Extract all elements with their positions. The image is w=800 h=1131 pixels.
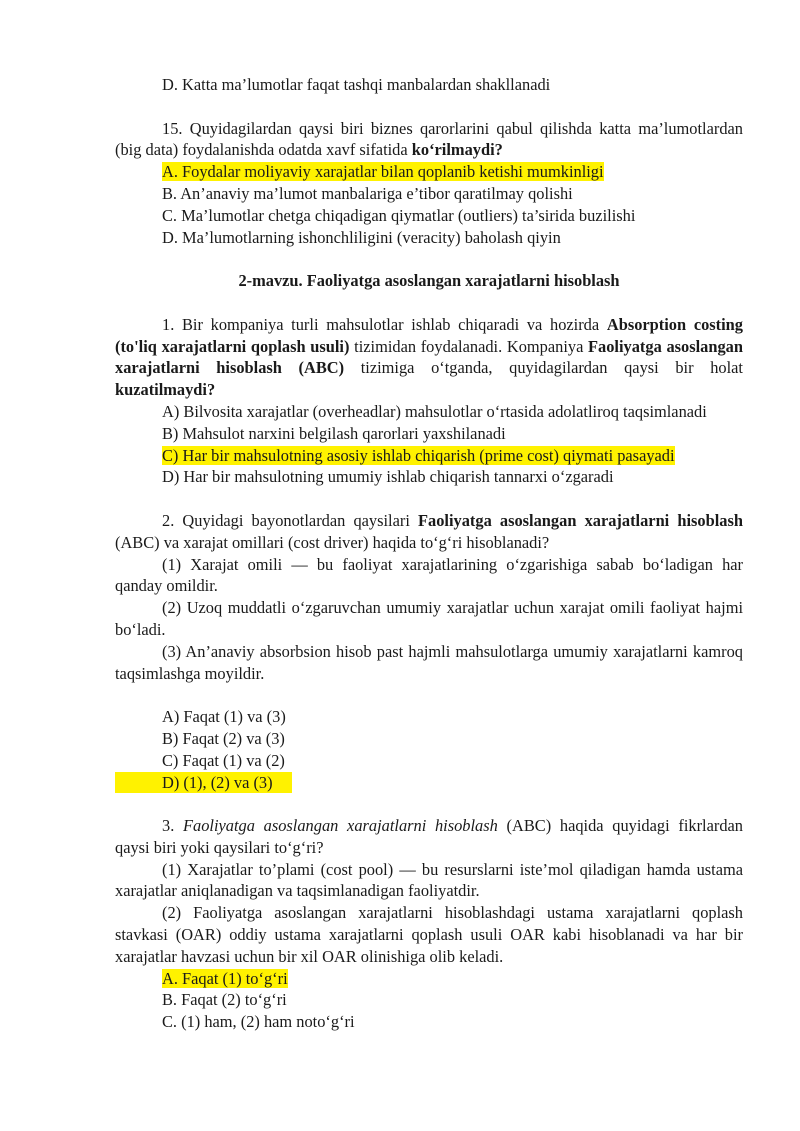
q15-stem — [115, 118, 743, 162]
q1-stem-1: 1. Bir kompaniya turli mahsulotlar ishlab chiqaradi va hozirda — [162, 314, 600, 334]
q15-option-a-text: A. Foydalar moliyaviy xarajatlar bilan qoplanib ketishi mumkinligi — [162, 162, 604, 182]
q1-stem — [115, 314, 743, 401]
q2-option-b: B) Faqat (2) va (3) — [162, 728, 285, 748]
q3-italic-1: Faoliyatga asoslangan xarajatlarni hisoblash — [183, 816, 498, 836]
q2-option-a: A) Faqat (1) va (3) — [162, 707, 286, 727]
q3-stem-2: (ABC) haqida quyidagi fikrlardan qaysi biri yoki qaysilari to‘g‘ri? — [115, 816, 743, 857]
section-title: 2-mavzu. Faoliyatga asoslangan xarajatlarni hisoblash — [238, 271, 620, 291]
q15-stem-bold: ko‘rilmaydi? — [411, 140, 503, 160]
q3-option-b: B. Faqat (2) to‘g‘ri — [162, 990, 287, 1010]
q1-option-b: B) Mahsulot narxini belgilash qarorlari yaxshilanadi — [162, 423, 506, 443]
q1-stem-2: tizimidan foydalanadi. Kompaniya — [349, 336, 584, 356]
q3-stem-1: 3. — [162, 816, 175, 836]
q1-option-d: D) Har bir mahsulotning umumiy ishlab chiqarish tannarxi o‘zgaradi — [162, 467, 614, 487]
q15-option-d: D. Ma’lumotlarning ishonchliligini (veracity) baholash qiyin — [162, 227, 561, 247]
q15-option-c: C. Ma’lumotlar chetga chiqadigan qiymatlar (outliers) ta’sirida buzilishi — [162, 205, 636, 225]
q1-stem-3: tizimiga o‘tganda, quyidagilardan qaysi bir holat — [344, 358, 743, 378]
q2-statement-2: (2) Uzoq muddatli o‘zgaruvchan umumiy xarajatlar uchun xarajat omili faoliyat hajmi bo‘ladi. — [115, 598, 743, 639]
q2-bold-1: Faoliyatga asoslangan xarajatlarni hisoblash — [418, 510, 743, 530]
q3-statement-1: (1) Xarajatlar to’plami (cost pool) — bu resurslarni iste’mol qiladigan hamda ustama xarajatlar aniqlanadigan va taqsimlanadigan faoliyatdir. — [115, 859, 743, 901]
q15-option-a — [115, 161, 743, 183]
q14-option-d: D. Katta ma’lumotlar faqat tashqi manbalardan shakllanadi — [162, 75, 551, 94]
q2-stem-2: (ABC) va xarajat omillari (cost driver) haqida to‘g‘ri hisoblanadi? — [115, 532, 550, 552]
q1-bold-2: Faoliyatga asoslangan xarajatlarni hisoblash (ABC) — [115, 336, 743, 378]
document-page — [115, 74, 743, 1033]
q2-stem — [115, 510, 743, 554]
q3-statement-2: (2) Faoliyatga asoslangan xarajatlarni hisoblashdagi ustama xarajatlarni qoplash stavkasi (OAR) oddiy ustama xarajatlarni qoplash usuli OAR kabi hisoblanadi va har bir xarajatlar havzasi uchun bir xil OAR olinishiga olib keladi. — [115, 903, 743, 966]
q2-option-d-text: D) (1), (2) va (3) — [115, 772, 292, 794]
q15-option-b: B. An’anaviy ma’lumot manbalariga e’tibor qaratilmay qolishi — [162, 183, 573, 203]
q3-stem — [115, 815, 743, 859]
q1-option-c-text: C) Har bir mahsulotning asosiy ishlab chiqarish (prime cost) qiymati pasayadi — [162, 445, 675, 465]
q2-stem-1: 2. Quyidagi bayonotlardan qaysilari — [162, 510, 410, 530]
q2-option-d — [115, 772, 743, 794]
q1-option-a: A) Bilvosita xarajatlar (overheadlar) mahsulotlar o‘rtasida adolatliroq taqsimlanadi — [162, 401, 707, 421]
q3-option-a — [115, 968, 743, 990]
q3-option-c: C. (1) ham, (2) ham noto‘g‘ri — [162, 1012, 355, 1032]
q1-bold-3: kuzatilmaydi? — [115, 380, 216, 400]
q3-option-a-text: A. Faqat (1) to‘g‘ri — [162, 968, 288, 988]
q2-statement-3: (3) An’anaviy absorbsion hisob past hajmli mahsulotlarga umumiy xarajatlarni kamroq taqsimlashga moyildir. — [115, 641, 743, 683]
q15-stem-text: 15. Quyidagilardan qaysi biri biznes qarorlarini qabul qilishda katta ma’lumotlardan (big data) foydalanishda odatda xavf sifatida — [115, 118, 743, 160]
q1-option-c — [115, 445, 743, 467]
q2-option-c: C) Faqat (1) va (2) — [162, 750, 285, 770]
q1-bold-1: Absorption costing (to'liq xarajatlarni qoplash usuli) — [115, 314, 743, 356]
q2-statement-1: (1) Xarajat omili — bu faoliyat xarajatlarining o‘zgarishiga sabab bo‘ladigan har qanday omildir. — [115, 554, 743, 596]
